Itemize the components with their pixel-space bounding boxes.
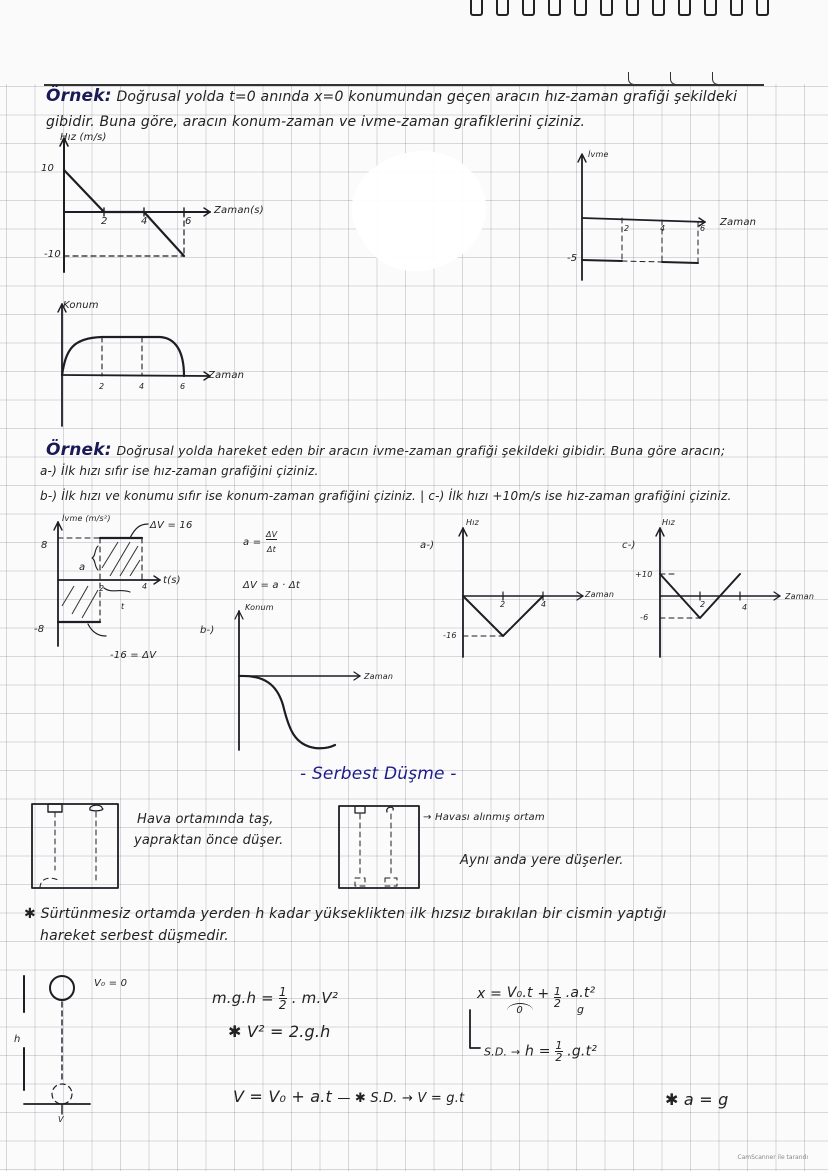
part-a-label: a-) xyxy=(420,540,435,551)
vgraph-xtick-4: 4 xyxy=(141,216,148,227)
formula-dv: ΔV = a · Δt xyxy=(243,580,301,591)
part-c-ytick-10: +10 xyxy=(635,570,653,579)
drop-diagram xyxy=(20,970,110,1120)
part-a-ytick-neg16: -16 xyxy=(443,631,457,640)
agraph-ylabel: İvme xyxy=(588,150,609,159)
vacuum-tube-diagram xyxy=(337,800,427,895)
part-c-xtick-2: 2 xyxy=(700,600,706,609)
part-a-xlabel: Zaman xyxy=(585,590,615,599)
accel2-xtick-4: 4 xyxy=(142,582,148,591)
accel2-dv-negative: -16 = ΔV xyxy=(110,650,157,661)
v-label: V xyxy=(58,1115,64,1124)
accel2-label-t: t xyxy=(121,602,125,611)
accel2-label-a: a xyxy=(79,562,86,573)
agraph-xtick-4: 4 xyxy=(660,224,666,233)
accel2-ytick-neg8: -8 xyxy=(34,624,45,635)
formula-a-num: ΔV xyxy=(266,530,278,539)
example2-line2: a-) İlk hızı sıfır ise hız-zaman grafiğini çiziniz. xyxy=(40,464,319,478)
air-tube-diagram xyxy=(30,800,130,895)
part-c-xtick-4: 4 xyxy=(742,603,748,612)
part-a-xtick-2: 2 xyxy=(500,600,506,609)
pgraph-xtick-4: 4 xyxy=(139,382,145,391)
eq-height: S.D. → h = $\frac{1}{2}$ .g.t² xyxy=(484,1039,598,1064)
agraph-xlabel: Zaman xyxy=(720,217,757,228)
example2-heading: Örnek: xyxy=(46,440,112,460)
example2-line1: Örnek: Doğrusal yolda hareket eden bir aracın ivme-zaman grafiği şekildeki gibidir. Buna göre aracın; xyxy=(46,440,726,460)
example2-acceleration-graph xyxy=(40,518,240,658)
position-time-graph xyxy=(50,300,250,435)
eq-position: x = V₀.t 0 + $\frac{1}{2}$ .a.t² g xyxy=(477,985,596,1016)
pgraph-xtick-2: 2 xyxy=(99,382,105,391)
formula-a-den: Δt xyxy=(267,545,277,554)
acceleration-time-graph xyxy=(570,150,730,290)
vgraph-xlabel: Zaman(s) xyxy=(214,205,264,216)
eq-acceleration: ✱ a = g xyxy=(665,1090,729,1109)
eq-energy: m.g.h = $\frac{1}{2}$ . m.V² xyxy=(212,985,339,1012)
scanner-watermark: CamScanner ile tarandı xyxy=(737,1154,808,1161)
part-b-position-graph xyxy=(225,605,425,760)
vacuum-note: → Havası alınmış ortam xyxy=(423,812,545,823)
air-note-line1: Hava ortamında taş, xyxy=(137,812,274,827)
pgraph-xtick-6: 6 xyxy=(180,382,186,391)
accel2-xtick-2: 2 xyxy=(99,584,105,593)
vgraph-ylabel: Hız (m/s) xyxy=(60,132,107,143)
part-a-ylabel: Hız xyxy=(466,518,480,527)
accel2-ytick-8: 8 xyxy=(41,540,48,551)
agraph-xtick-6: 6 xyxy=(700,224,706,233)
free-fall-definition-line1: ✱ Sürtünmesiz ortamda yerden h kadar yükseklikten ilk hızsız bırakılan bir cismin yaptığı xyxy=(24,906,667,922)
pgraph-ylabel: Konum xyxy=(63,300,99,311)
example1-heading: Örnek: xyxy=(46,86,112,106)
eq-v-squared: ✱ V² = 2.g.h xyxy=(228,1022,331,1041)
example1-line2: gibidir. Buna göre, aracın konum-zaman ve ivme-zaman grafiklerini çiziniz. xyxy=(46,114,586,130)
v0-label: V₀ = 0 xyxy=(94,978,128,989)
part-b-xlabel: Zaman xyxy=(364,672,394,681)
accel2-ylabel: İvme (m/s²) xyxy=(62,514,111,523)
air-note-line2: yapraktan önce düşer. xyxy=(134,833,284,848)
part-c-xlabel: Zaman xyxy=(785,592,815,601)
spiral-binding xyxy=(470,0,769,16)
vgraph-xtick-6: 6 xyxy=(185,216,192,227)
smudge xyxy=(334,126,507,295)
part-c-ytick-neg6: -6 xyxy=(640,613,649,622)
agraph-xtick-2: 2 xyxy=(624,224,630,233)
h-label: h xyxy=(14,1034,21,1045)
part-a-xtick-4: 4 xyxy=(541,600,547,609)
part-b-ylabel: Konum xyxy=(245,603,274,612)
accel2-xlabel: t(s) xyxy=(163,575,181,586)
example2-line3: b-) İlk hızı ve konumu sıfır ise konum-zaman grafiğini çiziniz. | c-) İlk hızı +10m/s ise hız-zaman grafiğini çiziniz. xyxy=(40,489,732,503)
free-fall-definition-line2: hareket serbest düşmedir. xyxy=(40,928,229,944)
part-c-label: c-) xyxy=(622,540,636,551)
example1-line1: Örnek: Doğrusal yolda t=0 anında x=0 konumundan geçen aracın hız-zaman grafiği şekildeki xyxy=(46,86,738,106)
part-b-label: b-) xyxy=(200,625,215,636)
pgraph-xlabel: Zaman xyxy=(208,370,245,381)
part-c-ylabel: Hız xyxy=(662,518,676,527)
agraph-ytick-neg5: -5 xyxy=(567,253,578,264)
formula-a-lhs: a = xyxy=(243,537,262,548)
eq-velocity: V = V₀ + a.t — ✱ S.D. → V = g.t xyxy=(233,1087,465,1106)
free-fall-title: - Serbest Düşme - xyxy=(300,764,457,784)
accel2-dv-positive: ΔV = 16 xyxy=(150,520,193,531)
vgraph-ytick-neg10: -10 xyxy=(44,249,61,260)
vgraph-ytick-10: 10 xyxy=(41,163,55,174)
vgraph-xtick-2: 2 xyxy=(101,216,108,227)
same-time-note: Aynı anda yere düşerler. xyxy=(460,853,624,868)
bracket-arrow xyxy=(464,1008,484,1054)
